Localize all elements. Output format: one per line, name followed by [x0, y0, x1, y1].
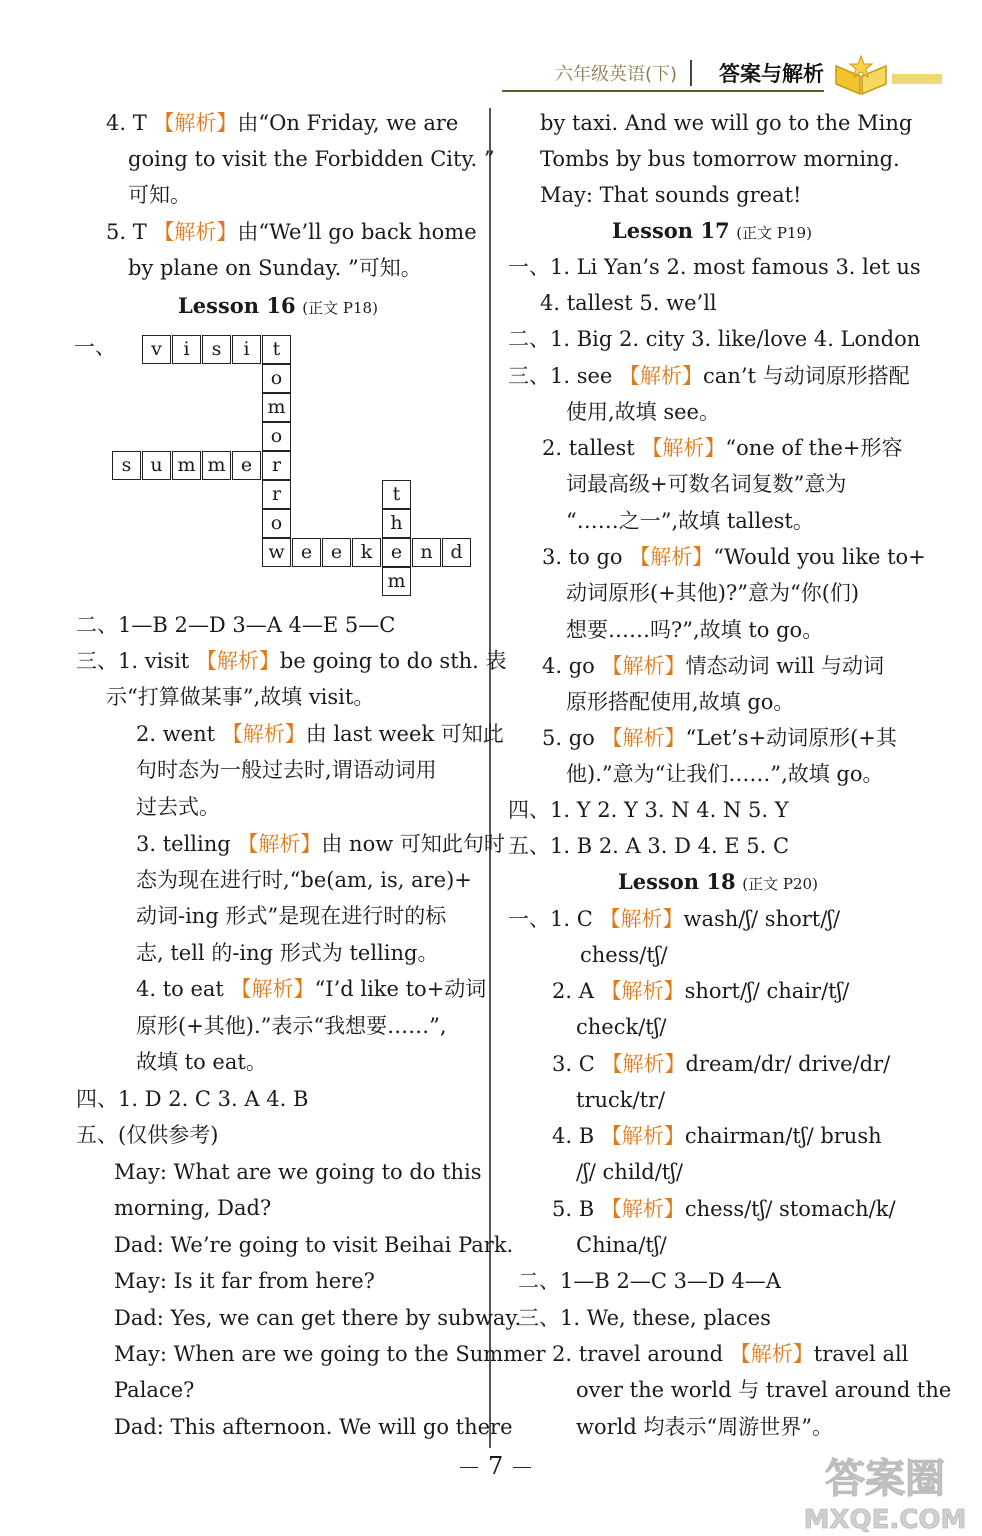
- lesson-heading: Lesson 18 (正文 P20): [618, 869, 818, 894]
- crossword-cell: n: [412, 538, 441, 567]
- answer-line: 2. A 【解析】short/ʃ/ chair/tʃ/: [552, 979, 850, 1003]
- dialogue-line: morning, Dad?: [114, 1196, 272, 1220]
- crossword-cell: m: [172, 451, 201, 480]
- answer-line: 4. T 【解析】由“On Friday, we are: [106, 111, 459, 135]
- answer-line: 五、1. B 2. A 3. D 4. E 5. C: [508, 834, 790, 858]
- answer-line: 5. go 【解析】“Let’s+动词原形(+其: [542, 726, 897, 750]
- svg-text:答案圈: 答案圈: [825, 1456, 945, 1502]
- crossword-cell: o: [262, 364, 291, 393]
- answer-line: 2. travel around 【解析】travel all: [552, 1342, 909, 1366]
- answer-line: over the world 与 travel around the: [576, 1378, 952, 1402]
- answer-line: chess/tʃ/: [580, 943, 668, 967]
- answer-line: 示“打算做某事”,故填 visit。: [106, 685, 375, 709]
- crossword-cell: k: [352, 538, 381, 567]
- crossword-cell: h: [382, 509, 411, 538]
- answer-line: world 均表示“周游世界”。: [576, 1415, 833, 1439]
- answer-line: 五、(仅供参考): [76, 1123, 219, 1147]
- crossword-cell: m: [202, 451, 231, 480]
- dialogue-line: Palace?: [114, 1378, 195, 1402]
- crossword-cell: t: [262, 335, 291, 364]
- crossword-cell: e: [382, 538, 411, 567]
- answer-line: 三、1. see 【解析】can’t 与动词原形搭配: [508, 364, 910, 388]
- answer-line: 二、1—B 2—D 3—A 4—E 5—C: [76, 613, 396, 637]
- dialogue-line: by taxi. And we will go to the Ming: [540, 111, 913, 135]
- crossword-cell: r: [262, 480, 291, 509]
- crossword-cell: e: [292, 538, 321, 567]
- answer-line: 5. B 【解析】chess/tʃ/ stomach/k/: [552, 1197, 896, 1221]
- answer-line: 3. to go 【解析】“Would you like to+: [542, 545, 926, 569]
- answer-line: 他).”意为“让我们……”,故填 go。: [566, 762, 884, 786]
- crossword-cell: t: [382, 480, 411, 509]
- answer-line: 可知。: [128, 183, 191, 207]
- answer-line: truck/tr/: [576, 1088, 666, 1112]
- answer-line: 句时态为一般过去时,谓语动词用: [136, 758, 437, 782]
- answer-line: 4. B 【解析】chairman/tʃ/ brush: [552, 1124, 882, 1148]
- answer-line: 二、1—B 2—C 3—D 4—A: [518, 1269, 781, 1293]
- answer-line: 动词原形(+其他)?”意为“你(们): [566, 581, 860, 605]
- crossword-cell: s: [112, 451, 141, 480]
- answer-line: going to visit the Forbidden City. ”: [128, 147, 495, 171]
- answer-line: 志, tell 的-ing 形式为 telling。: [136, 941, 439, 965]
- crossword-cell: u: [142, 451, 171, 480]
- header-separator: [690, 60, 692, 86]
- answer-line: 态为现在进行时,“be(am, is, are)+: [136, 868, 472, 892]
- answer-line: 二、1. Big 2. city 3. like/love 4. London: [508, 327, 921, 351]
- crossword-cell: e: [322, 538, 351, 567]
- answer-line: 4. go 【解析】情态动词 will 与动词: [542, 654, 884, 678]
- answer-line: check/tʃ/: [576, 1015, 667, 1039]
- crossword-cell: d: [442, 538, 471, 567]
- answer-line: “……之一”,故填 tallest。: [566, 509, 814, 533]
- answer-line: 动词-ing 形式”是现在进行时的标: [136, 904, 447, 928]
- crossword-cell: o: [262, 422, 291, 451]
- lesson-heading: Lesson 16 (正文 P18): [178, 293, 378, 318]
- lesson-heading: Lesson 17 (正文 P19): [612, 218, 812, 243]
- answer-line: 三、1. We, these, places: [518, 1306, 771, 1330]
- answer-line: 2. went 【解析】由 last week 可知此: [136, 722, 504, 746]
- answer-line: 4. to eat 【解析】“I’d like to+动词: [136, 977, 487, 1001]
- crossword-cell: i: [172, 335, 201, 364]
- crossword-cell: r: [262, 451, 291, 480]
- answer-line: 想要……吗?”,故填 to go。: [566, 618, 824, 642]
- dialogue-line: Dad: Yes, we can get there by subway.: [114, 1306, 522, 1330]
- header-bar: [892, 74, 942, 84]
- crossword-cell: v: [142, 335, 171, 364]
- book-icon: [832, 52, 890, 96]
- dialogue-line: May: Is it far from here?: [114, 1269, 375, 1293]
- answer-line: 3. telling 【解析】由 now 可知此句时: [136, 832, 505, 856]
- section-title: 答案与解析: [719, 62, 824, 86]
- dialogue-line: Dad: We’re going to visit Beihai Park.: [114, 1233, 514, 1257]
- answer-line: 故填 to eat。: [136, 1050, 267, 1074]
- svg-text:MXQE.COM: MXQE.COM: [803, 1505, 967, 1535]
- dialogue-line: Dad: This afternoon. We will go there: [114, 1415, 513, 1439]
- answer-line: 四、1. D 2. C 3. A 4. B: [76, 1087, 309, 1111]
- answer-line: 4. tallest 5. we’ll: [540, 291, 717, 315]
- section-label: 一、: [74, 335, 116, 359]
- answer-line: 3. C 【解析】dream/dr/ drive/dr/: [552, 1052, 891, 1076]
- answer-line: 使用,故填 see。: [566, 400, 720, 424]
- page-header: [502, 56, 942, 92]
- answer-line: 5. T 【解析】由“We’ll go back home: [106, 220, 477, 244]
- answer-line: 词最高级+可数名词复数”意为: [566, 472, 847, 496]
- header-underline: [502, 90, 824, 92]
- dialogue-line: Tombs by bus tomorrow morning.: [540, 147, 900, 171]
- book-title: 六年级英语(下): [554, 64, 677, 85]
- answer-line: China/tʃ/: [576, 1233, 667, 1257]
- page-number: 7: [450, 1452, 541, 1480]
- crossword-cell: s: [202, 335, 231, 364]
- answer-line: 原形(+其他).”表示“我想要……”,: [136, 1014, 447, 1038]
- crossword-cell: i: [232, 335, 261, 364]
- answer-line: 一、1. Li Yan’s 2. most famous 3. let us: [508, 255, 921, 279]
- crossword-cell: o: [262, 509, 291, 538]
- answer-line: 2. tallest 【解析】“one of the+形容: [542, 436, 903, 460]
- answer-line: 原形搭配使用,故填 go。: [566, 690, 795, 714]
- dialogue-line: May: What are we going to do this: [114, 1160, 482, 1184]
- answer-line: 一、1. C 【解析】wash/ʃ/ short/ʃ/: [508, 907, 841, 931]
- crossword-cell: m: [262, 393, 291, 422]
- answer-line: by plane on Sunday. ”可知。: [128, 256, 422, 280]
- answer-line: 四、1. Y 2. Y 3. N 4. N 5. Y: [508, 798, 789, 822]
- dialogue-line: May: When are we going to the Summer: [114, 1342, 546, 1366]
- watermark-logo: [800, 1446, 970, 1536]
- dialogue-line: May: That sounds great!: [540, 183, 802, 207]
- answer-line: /ʃ/ child/tʃ/: [576, 1160, 683, 1184]
- crossword-cell: m: [382, 567, 411, 596]
- crossword-cell: e: [232, 451, 261, 480]
- answer-line: 过去式。: [136, 795, 220, 819]
- answer-line: 三、1. visit 【解析】be going to do sth. 表: [76, 649, 507, 673]
- crossword-cell: w: [262, 538, 291, 567]
